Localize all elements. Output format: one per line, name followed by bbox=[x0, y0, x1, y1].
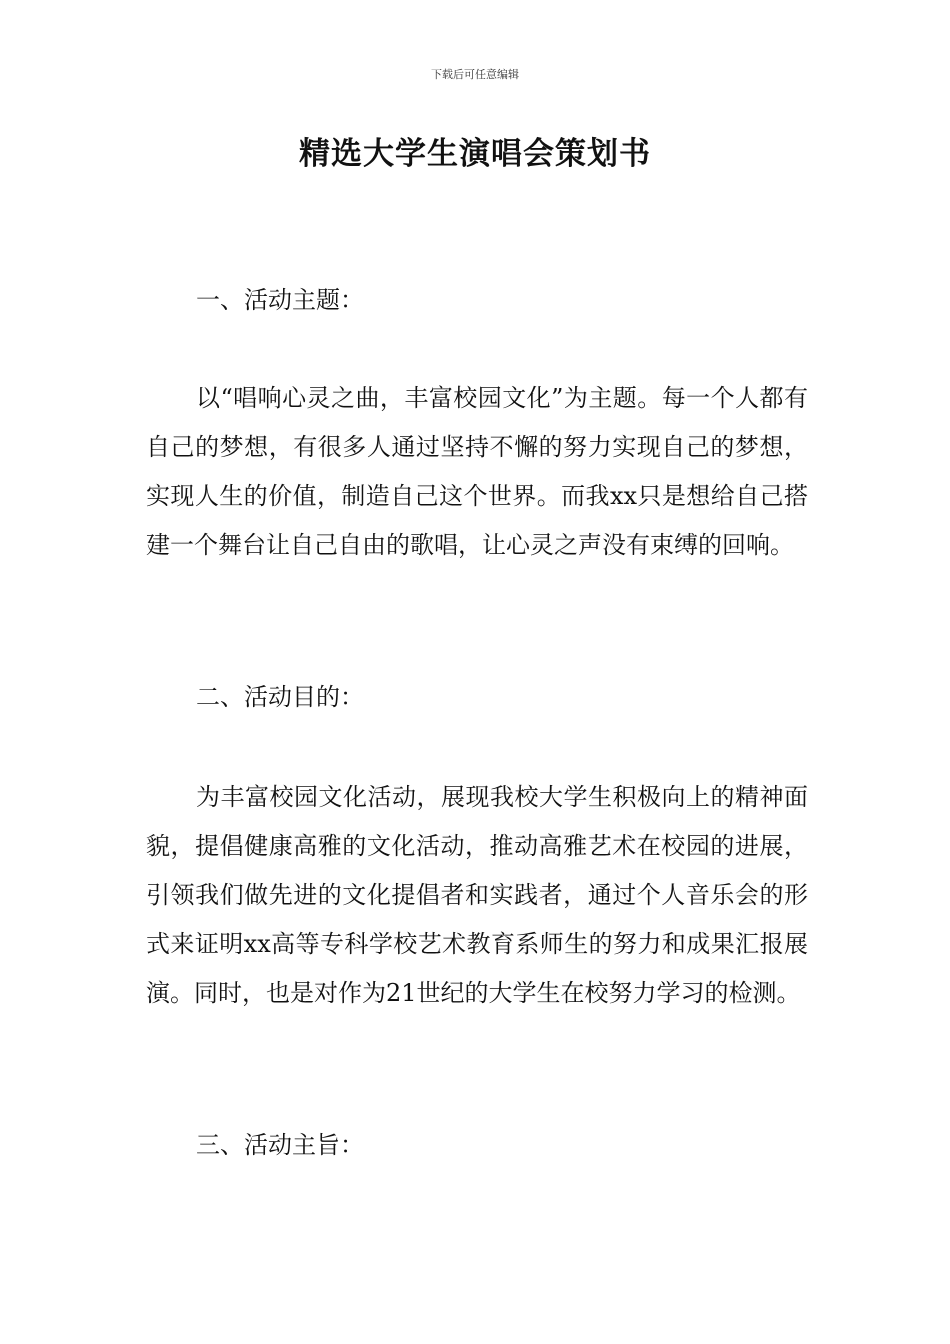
document-title: 精选大学生演唱会策划书 bbox=[299, 136, 651, 172]
section-heading-2: 二、活动目的： bbox=[196, 683, 364, 711]
header-note: 下载后可任意编辑 bbox=[431, 68, 519, 81]
section-paragraph-2: 为丰富校园文化活动，展现我校大学生积极向上的精神面貌，提倡健康高雅的文化活动，推动高雅艺术在校园的进展，引领我们做先进的文化提倡者和实践者，通过个人音乐会的形式来证明xx高等专科学校艺术教育系师生的努力和成果汇报展演。同时，也是对作为21世纪的大学生在校努力学习的检测。 bbox=[146, 783, 808, 1007]
section-paragraph-1: 以“唱响心灵之曲，丰富校园文化”为主题。每一个人都有自己的梦想，有很多人通过坚持不懈的努力实现自己的梦想，实现人生的价值，制造自己这个世界。而我xx只是想给自己搭建一个舞台让自己自由的歌唱，让心灵之声没有束缚的回响。 bbox=[146, 384, 808, 559]
section-heading-1: 一、活动主题： bbox=[196, 286, 364, 314]
section-heading-3: 三、活动主旨： bbox=[196, 1131, 364, 1159]
